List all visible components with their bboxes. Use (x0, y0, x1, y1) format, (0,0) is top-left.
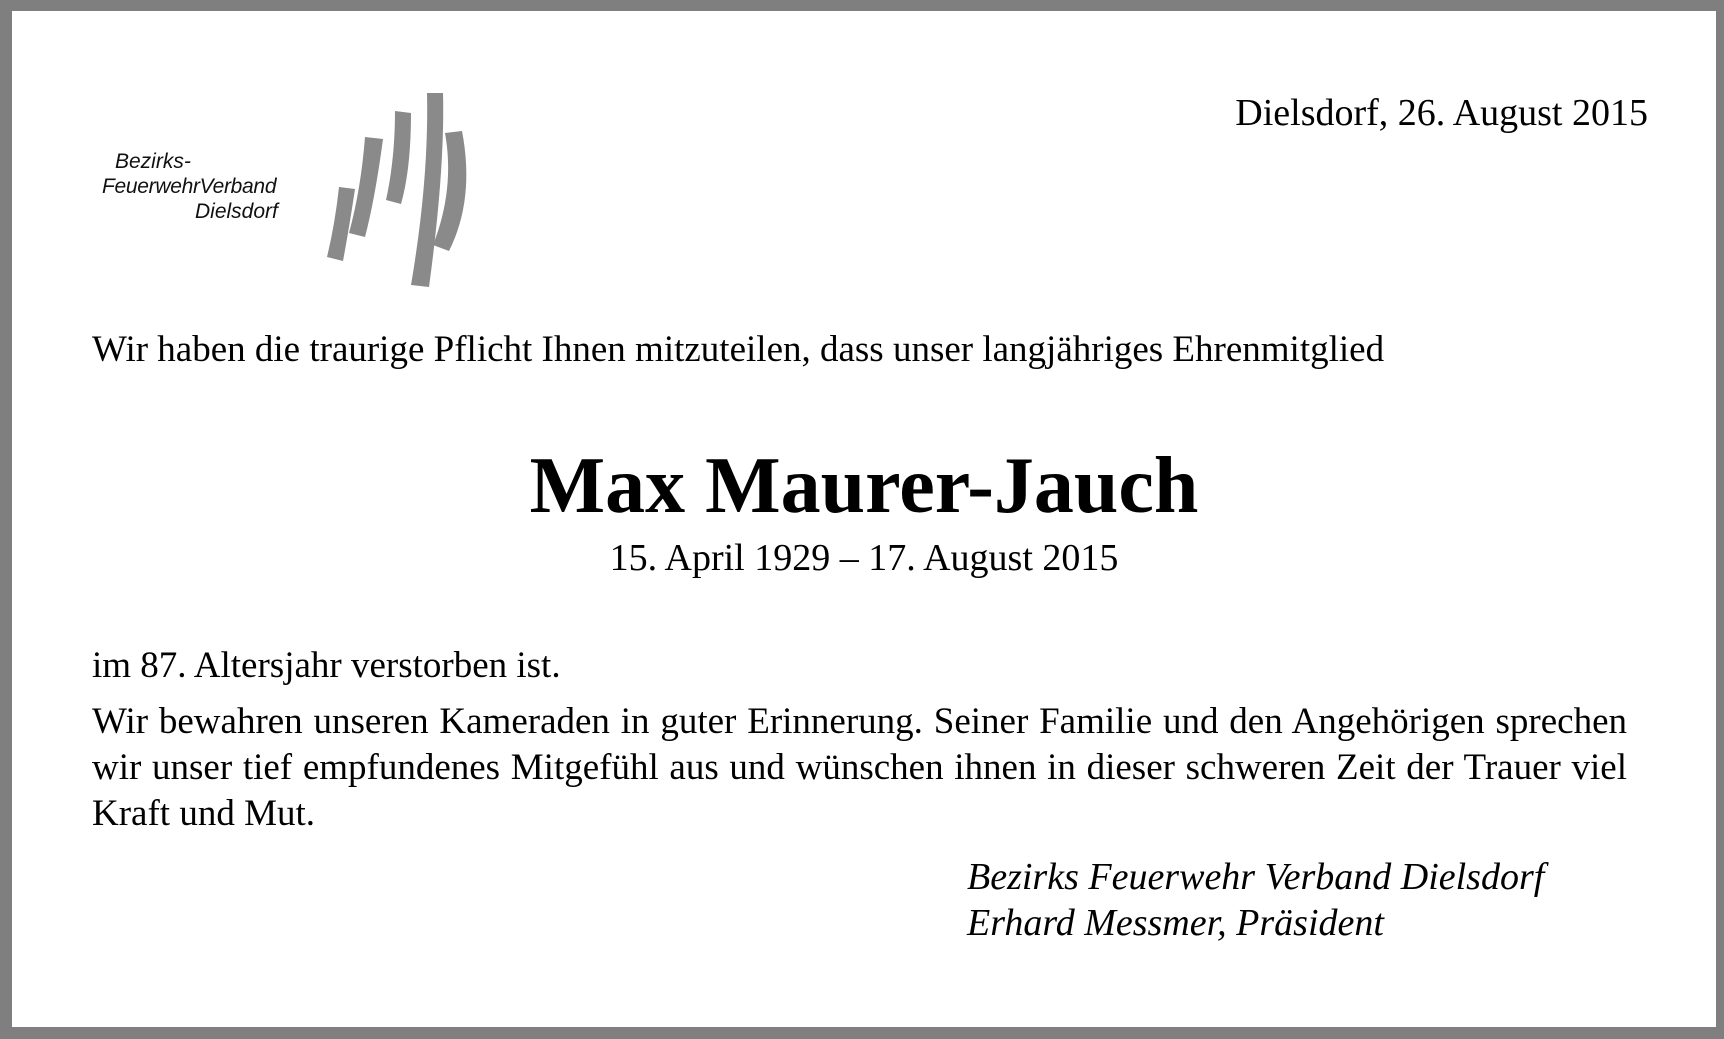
fire-brigade-association-logo-icon (325, 89, 495, 289)
logo-text-line-1: Bezirks- (115, 150, 191, 173)
signature-person: Erhard Messmer, Präsident (967, 902, 1384, 944)
logo-text-line-3: Dielsdorf (195, 200, 278, 223)
life-dates: 15. April 1929 – 17. August 2015 (609, 537, 1119, 579)
intro-text: Wir haben die traurige Pflicht Ihnen mitzuteilen, dass unser langjähriges Ehrenmitglied (92, 329, 1385, 370)
condolence-paragraph: Wir bewahren unseren Kameraden in guter Erinnerung. Seiner Familie und den Angehörigen sprechen wir unser tief empfundenes Mitgefühl aus und wünschen ihnen in dieser schweren Zeit der Trauer viel Kraft und Mut. (92, 701, 1627, 834)
association-logo (97, 89, 497, 289)
place-and-date: Dielsdorf, 26. August 2015 (1235, 92, 1648, 134)
signature-organization: Bezirks Feuerwehr Verband Dielsdorf (967, 856, 1545, 898)
death-statement: im 87. Altersjahr verstorben ist. (92, 645, 561, 686)
obituary-notice (12, 11, 1716, 1027)
deceased-name: Max Maurer-Jauch (529, 442, 1199, 530)
logo-text-line-2: FeuerwehrVerband (102, 175, 277, 198)
